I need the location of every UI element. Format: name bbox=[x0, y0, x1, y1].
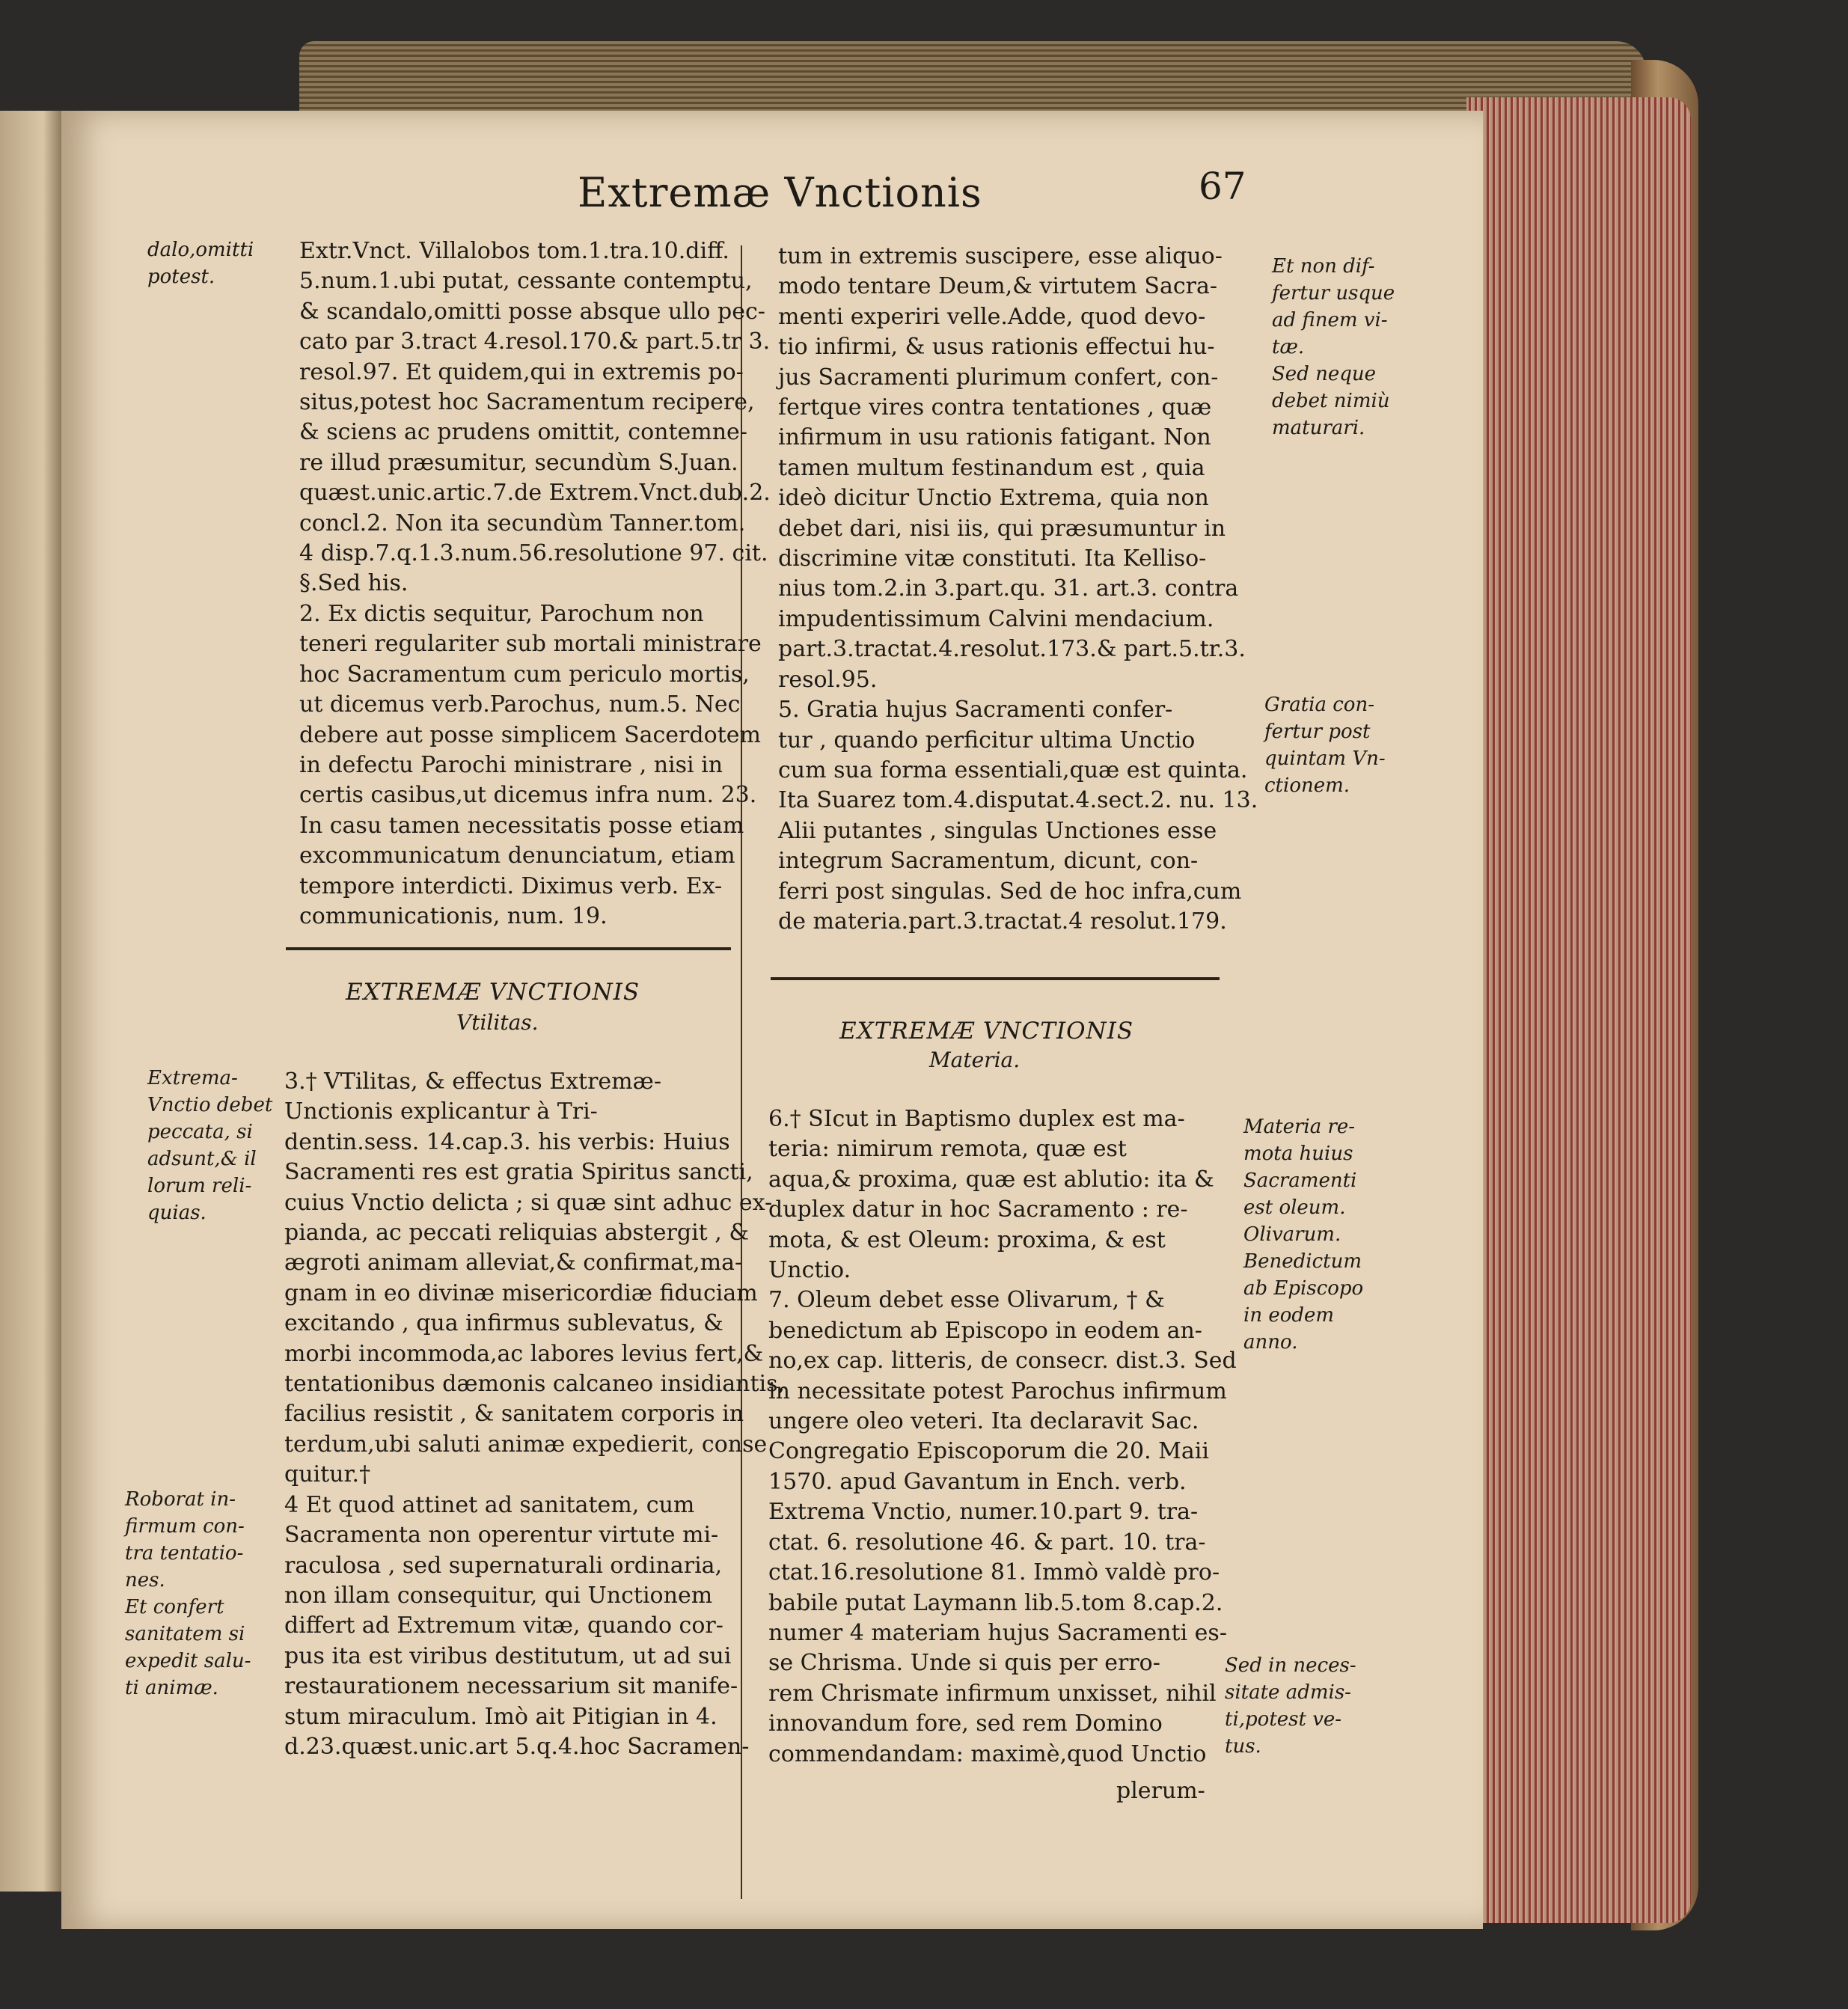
text-line: cuius Vnctio delicta ; si quæ sint adhuc ex- bbox=[284, 1189, 773, 1216]
margin-note-left-mid bbox=[147, 1065, 272, 1226]
text-line: Roborat in- bbox=[125, 1488, 236, 1511]
text-line: communicationis, num. 19. bbox=[299, 902, 608, 929]
text-line: tus. bbox=[1225, 1735, 1261, 1758]
catchword: plerum- bbox=[1116, 1778, 1205, 1804]
text-line: tempore interdicti. Diximus verb. Ex- bbox=[299, 872, 723, 899]
text-line: d.23.quæst.unic.art 5.q.4.hoc Sacramen- bbox=[284, 1733, 750, 1760]
text-line: impudentissimum Calvini mendacium. bbox=[778, 605, 1214, 632]
text-line: mota huius bbox=[1243, 1143, 1353, 1165]
text-line: dentin.sess. 14.cap.3. his verbis: Huius bbox=[284, 1128, 730, 1155]
text-line: est oleum. bbox=[1243, 1196, 1346, 1219]
text-line: rem Chrismate infirmum unxisset, nihil bbox=[768, 1680, 1217, 1707]
text-line: tio infirmi, & usus rationis effectui hu- bbox=[778, 334, 1215, 361]
text-line: integrum Sacramentum, dicunt, con- bbox=[778, 848, 1199, 875]
text-line: certis casibus,ut dicemus infra num. 23. bbox=[299, 782, 757, 809]
text-line: non illam consequitur, qui Unctionem bbox=[284, 1582, 713, 1609]
text-line: dalo,omitti bbox=[147, 239, 254, 261]
text-line: Materia re- bbox=[1243, 1116, 1356, 1138]
text-line: restaurationem necessarium sit manife- bbox=[284, 1673, 738, 1700]
text-line: sanitatem si bbox=[125, 1623, 245, 1645]
margin-note-left-bottom bbox=[125, 1486, 251, 1701]
text-line: stum miraculum. Imò ait Pitigian in 4. bbox=[284, 1703, 718, 1730]
text-line: Unctionis explicantur à Tri- bbox=[284, 1098, 598, 1125]
text-line: Et confert bbox=[125, 1596, 224, 1618]
text-line: Extrema Vnctio, numer.10.part 9. tra- bbox=[768, 1499, 1199, 1526]
text-line: Unctio. bbox=[768, 1257, 851, 1284]
text-line: tur , quando perficitur ultima Unctio bbox=[778, 727, 1196, 753]
text-line: discrimine vitæ constituti. Ita Kelliso- bbox=[778, 545, 1207, 572]
text-line: ctat.16.resolutione 81. Immò valdè pro- bbox=[768, 1559, 1220, 1586]
text-line: babile putat Laymann lib.5.tom 8.cap.2. bbox=[768, 1589, 1223, 1616]
text-line: ad finem vi- bbox=[1272, 309, 1388, 331]
text-line: concl.2. Non ita secundùm Tanner.tom. bbox=[299, 510, 746, 536]
book-top-edge bbox=[299, 41, 1646, 112]
text-line: teria: nimirum remota, quæ est bbox=[768, 1136, 1127, 1163]
text-line: nes. bbox=[125, 1569, 165, 1591]
text-line: modo tentare Deum,& virtutem Sacra- bbox=[778, 273, 1218, 300]
text-line: innovandum fore, sed rem Domino bbox=[768, 1710, 1163, 1737]
text-line: tra tentatio- bbox=[125, 1542, 244, 1565]
text-line: ideò dicitur Unctio Extrema, quia non bbox=[778, 485, 1209, 512]
text-line: excommunicatum denunciatum, etiam bbox=[299, 843, 735, 869]
text-line: mota, & est Oleum: proxima, & est bbox=[768, 1226, 1166, 1253]
text-line: tamen multum festinandum est , quia bbox=[778, 454, 1205, 481]
text-line: Sacramenti bbox=[1243, 1169, 1357, 1192]
text-line: 3.† VTilitas, & effectus Extremæ- bbox=[284, 1068, 661, 1095]
text-line: Sacramenti res est gratia Spiritus sancti, bbox=[284, 1159, 753, 1186]
text-line: teneri regulariter sub mortali ministrare bbox=[299, 631, 762, 658]
text-line: tæ. bbox=[1272, 336, 1305, 358]
text-line: expedit salu- bbox=[125, 1650, 251, 1672]
text-line: hoc Sacramentum cum periculo mortis, bbox=[299, 661, 750, 688]
left-column-text-1 bbox=[299, 236, 771, 932]
text-line: adsunt,& il bbox=[147, 1148, 257, 1170]
text-line: Vnctio debet bbox=[147, 1094, 273, 1116]
text-line: quintam Vn- bbox=[1264, 747, 1386, 770]
text-line: quias. bbox=[147, 1202, 206, 1224]
text-line: Olivarum. bbox=[1243, 1223, 1341, 1246]
section-subtitle-utilitas: Vtilitas. bbox=[456, 1010, 539, 1035]
text-line: Benedictum bbox=[1243, 1250, 1362, 1273]
text-line: peccata, si bbox=[147, 1121, 253, 1143]
left-column-text-2 bbox=[284, 1067, 785, 1762]
text-line: potest. bbox=[147, 266, 215, 288]
text-line: 6.† SIcut in Baptismo duplex est ma- bbox=[768, 1106, 1185, 1132]
text-line: debet dari, nisi iis, qui præsumuntur in bbox=[778, 515, 1226, 542]
text-line: raculosa , sed supernaturali ordinaria, bbox=[284, 1552, 723, 1579]
text-line: part.3.tractat.4.resolut.173.& part.5.tr.3. bbox=[778, 636, 1246, 663]
page-block-edges bbox=[1466, 97, 1691, 1923]
text-line: fertque vires contra tentationes , quæ bbox=[778, 394, 1212, 421]
text-line: ab Episcopo bbox=[1243, 1277, 1364, 1300]
text-line: excitando , qua infirmus sublevatus, & bbox=[284, 1310, 723, 1337]
text-line: 5.num.1.ubi putat, cessante contemptu, bbox=[299, 268, 753, 295]
book-page bbox=[61, 111, 1483, 1929]
text-line: & scandalo,omitti posse absque ullo pec- bbox=[299, 298, 765, 325]
text-line: Gratia con- bbox=[1264, 694, 1374, 716]
text-line: in defectu Parochi ministrare , nisi in bbox=[299, 751, 723, 778]
text-line: duplex datur in hoc Sacramento : re- bbox=[768, 1196, 1188, 1223]
text-line: pianda, ac peccati reliquias abstergit , & bbox=[284, 1220, 750, 1247]
text-line: commendandam: maximè,quod Unctio bbox=[768, 1740, 1207, 1767]
margin-note-right-mid bbox=[1264, 691, 1386, 799]
margin-note-right-bottom bbox=[1225, 1652, 1356, 1760]
text-line: debet nimiù bbox=[1272, 390, 1390, 412]
text-line: cato par 3.tract 4.resol.170.& part.5.tr 3. bbox=[299, 328, 771, 355]
text-line: quæst.unic.artic.7.de Extrem.Vnct.dub.2. bbox=[299, 480, 771, 507]
text-line: resol.95. bbox=[778, 666, 878, 693]
text-line: differt ad Extremum vitæ, quando cor- bbox=[284, 1612, 723, 1639]
text-line: 2. Ex dictis sequitur, Parochum non bbox=[299, 600, 704, 627]
text-line: benedictum ab Episcopo in eodem an- bbox=[768, 1317, 1202, 1344]
text-line: §.Sed his. bbox=[299, 570, 409, 597]
text-line: ægroti animam alleviat,& confirmat,ma- bbox=[284, 1250, 743, 1276]
text-line: Extr.Vnct. Villalobos tom.1.tra.10.diff. bbox=[299, 238, 729, 264]
right-column-text-1 bbox=[778, 242, 1258, 937]
text-line: de materia.part.3.tractat.4 resolut.179. bbox=[778, 908, 1227, 935]
text-line: se Chrisma. Unde si quis per erro- bbox=[768, 1650, 1160, 1677]
right-column-text-2 bbox=[768, 1104, 1237, 1770]
text-line: Alii putantes , singulas Unctiones esse bbox=[778, 817, 1217, 844]
margin-note-right-top bbox=[1272, 253, 1395, 441]
text-line: ungere oleo veteri. Ita declaravit Sac. bbox=[768, 1408, 1199, 1435]
text-line: terdum,ubi saluti animæ expedierit, conse bbox=[284, 1431, 768, 1458]
text-line: quitur.† bbox=[284, 1461, 371, 1488]
text-line: fertur usque bbox=[1272, 282, 1395, 305]
text-line: tum in extremis suscipere, esse aliquo- bbox=[778, 243, 1223, 269]
text-line: Sed in neces- bbox=[1225, 1654, 1356, 1677]
facing-page-fragment bbox=[0, 111, 61, 1892]
text-line: resol.97. Et quidem,qui in extremis po- bbox=[299, 358, 744, 385]
text-line: ti animæ. bbox=[125, 1677, 218, 1699]
text-line: 7. Oleum debet esse Olivarum, † & bbox=[768, 1287, 1165, 1314]
text-line: 1570. apud Gavantum in Ench. verb. bbox=[768, 1468, 1187, 1495]
text-line: in eodem bbox=[1243, 1304, 1335, 1327]
text-line: in necessitate potest Parochus infirmum bbox=[768, 1377, 1227, 1404]
text-line: Extrema- bbox=[147, 1067, 238, 1089]
text-line: ctionem. bbox=[1264, 774, 1350, 797]
text-line: gnam in eo divinæ misericordiæ fiduciam bbox=[284, 1279, 758, 1306]
text-line: 4 disp.7.q.1.3.num.56.resolutione 97. cit. bbox=[299, 540, 768, 567]
text-line: maturari. bbox=[1272, 417, 1365, 439]
text-line: Sacramenta non operentur virtute mi- bbox=[284, 1522, 719, 1549]
text-line: re illud præsumitur, secundùm S.Juan. bbox=[299, 449, 738, 476]
text-line: cum sua forma essentiali,quæ est quinta. bbox=[778, 756, 1248, 783]
text-line: In casu tamen necessitatis posse etiam bbox=[299, 812, 744, 839]
text-line: Ita Suarez tom.4.disputat.4.sect.2. nu. 13. bbox=[778, 787, 1258, 814]
text-line: Et non dif- bbox=[1272, 255, 1375, 278]
text-line: firmum con- bbox=[125, 1515, 245, 1538]
text-line: numer 4 materiam hujus Sacramenti es- bbox=[768, 1619, 1227, 1646]
text-line: jus Sacramenti plurimum confert, con- bbox=[778, 364, 1219, 391]
text-line: ut dicemus verb.Parochus, num.5. Nec bbox=[299, 691, 741, 718]
text-line: ti,potest ve- bbox=[1225, 1708, 1342, 1731]
text-line: Sed neque bbox=[1272, 363, 1377, 385]
text-line: facilius resistit , & sanitatem corporis in bbox=[284, 1401, 744, 1428]
section-divider-left bbox=[286, 947, 731, 950]
text-line: anno. bbox=[1243, 1331, 1298, 1354]
text-line: nius tom.2.in 3.part.qu. 31. art.3. contra bbox=[778, 575, 1239, 602]
text-line: pus ita est viribus destitutum, ut ad sui bbox=[284, 1642, 732, 1669]
text-line: 5. Gratia hujus Sacramenti confer- bbox=[778, 697, 1173, 724]
text-line: menti experiri velle.Adde, quod devo- bbox=[778, 303, 1206, 330]
text-line: lorum reli- bbox=[147, 1175, 252, 1197]
text-line: ferri post singulas. Sed de hoc infra,cum bbox=[778, 878, 1242, 905]
section-subtitle-materia: Materia. bbox=[929, 1048, 1021, 1072]
running-head: Extremæ Vnctionis bbox=[578, 169, 982, 216]
margin-note-left-top bbox=[147, 236, 254, 290]
section-title-utilitas: EXTREMÆ VNCTIONIS bbox=[346, 979, 640, 1006]
text-line: aqua,& proxima, quæ est ablutio: ita & bbox=[768, 1166, 1214, 1193]
text-line: no,ex cap. litteris, de consecr. dist.3. Sed bbox=[768, 1348, 1237, 1375]
text-line: Congregatio Episcoporum die 20. Maii bbox=[768, 1438, 1209, 1465]
margin-note-right-low bbox=[1243, 1113, 1363, 1356]
folio-number: 67 bbox=[1199, 165, 1246, 208]
text-line: morbi incommoda,ac labores levius fert,& bbox=[284, 1340, 764, 1367]
text-line: ctat. 6. resolutione 46. & part. 10. tra- bbox=[768, 1529, 1206, 1556]
text-line: sitate admis- bbox=[1225, 1681, 1351, 1704]
text-line: 4 Et quod attinet ad sanitatem, cum bbox=[284, 1491, 695, 1518]
text-line: fertur post bbox=[1264, 721, 1371, 743]
text-line: situs,potest hoc Sacramentum recipere, bbox=[299, 389, 755, 416]
text-line: & sciens ac prudens omittit, contemne- bbox=[299, 419, 747, 446]
section-title-materia: EXTREMÆ VNCTIONIS bbox=[839, 1018, 1134, 1045]
section-divider-right bbox=[771, 977, 1220, 980]
text-line: infirmum in usu rationis fatigant. Non bbox=[778, 424, 1211, 451]
text-line: debere aut posse simplicem Sacerdotem bbox=[299, 721, 761, 748]
text-line: tentationibus dæmonis calcaneo insidiantis, bbox=[284, 1371, 786, 1398]
